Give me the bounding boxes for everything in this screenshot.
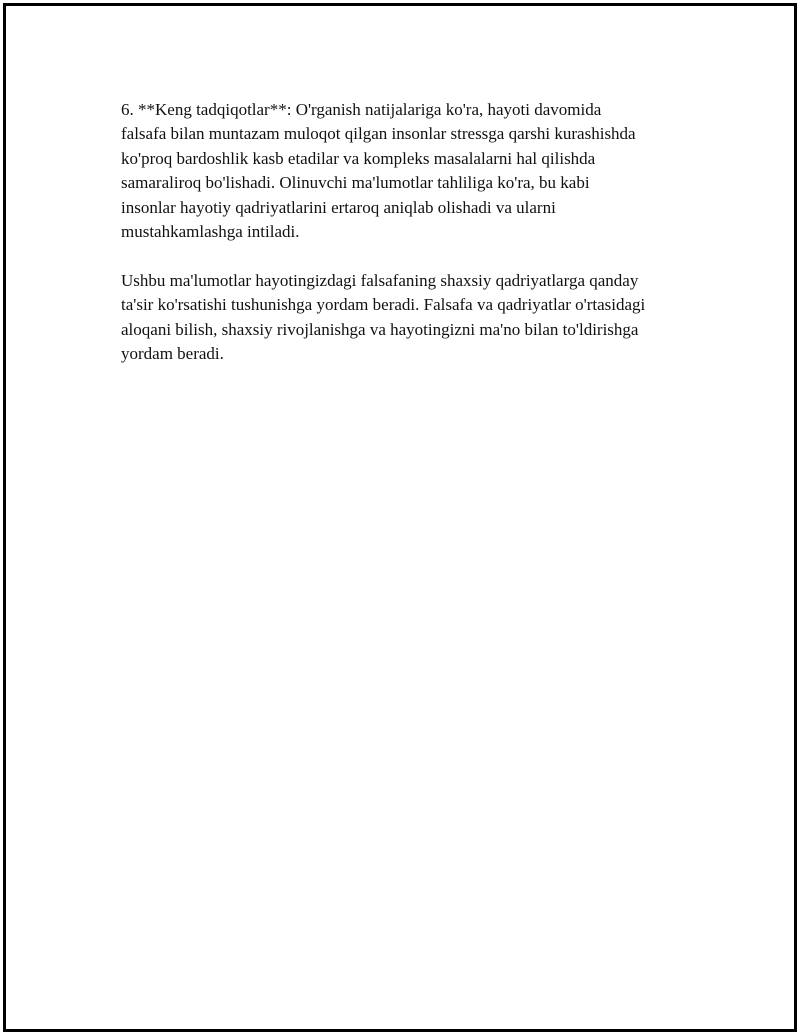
text-line: mustahkamlashga intiladi. [121, 222, 300, 242]
text-line: 6. **Keng tadqiqotlar**: O'rganish natijalariga ko'ra, hayoti davomida [121, 100, 602, 119]
text-line: ta'sir ko'rsatishi tushunishga yordam beradi. Falsafa va qadriyatlar o'rtasidagi [121, 295, 646, 315]
text-line: yordam beradi. [121, 344, 224, 364]
text-line: falsafa bilan muntazam muloqot qilgan insonlar stressga qarshi kurashishda [121, 124, 636, 144]
text-line: samaraliroq bo'lishadi. Olinuvchi ma'lumotlar tahliliga ko'ra, bu kabi [121, 173, 590, 193]
paragraph-conclusion [121, 269, 681, 367]
document-body [121, 98, 681, 366]
document-page [3, 3, 797, 1032]
text-line: ko'proq bardoshlik kasb etadilar va kompleks masalalarni hal qilishda [121, 148, 596, 168]
text-line: insonlar hayotiy qadriyatlarini ertaroq aniqlab olishadi va ularni [121, 197, 556, 217]
text-line: Ushbu ma'lumotlar hayotingizdagi falsafaning shaxsiy qadriyatlarga qanday [121, 270, 639, 290]
paragraph-research [121, 98, 681, 244]
text-line: aloqani bilish, shaxsiy rivojlanishga va hayotingizni ma'no bilan to'ldirishga [121, 319, 639, 339]
